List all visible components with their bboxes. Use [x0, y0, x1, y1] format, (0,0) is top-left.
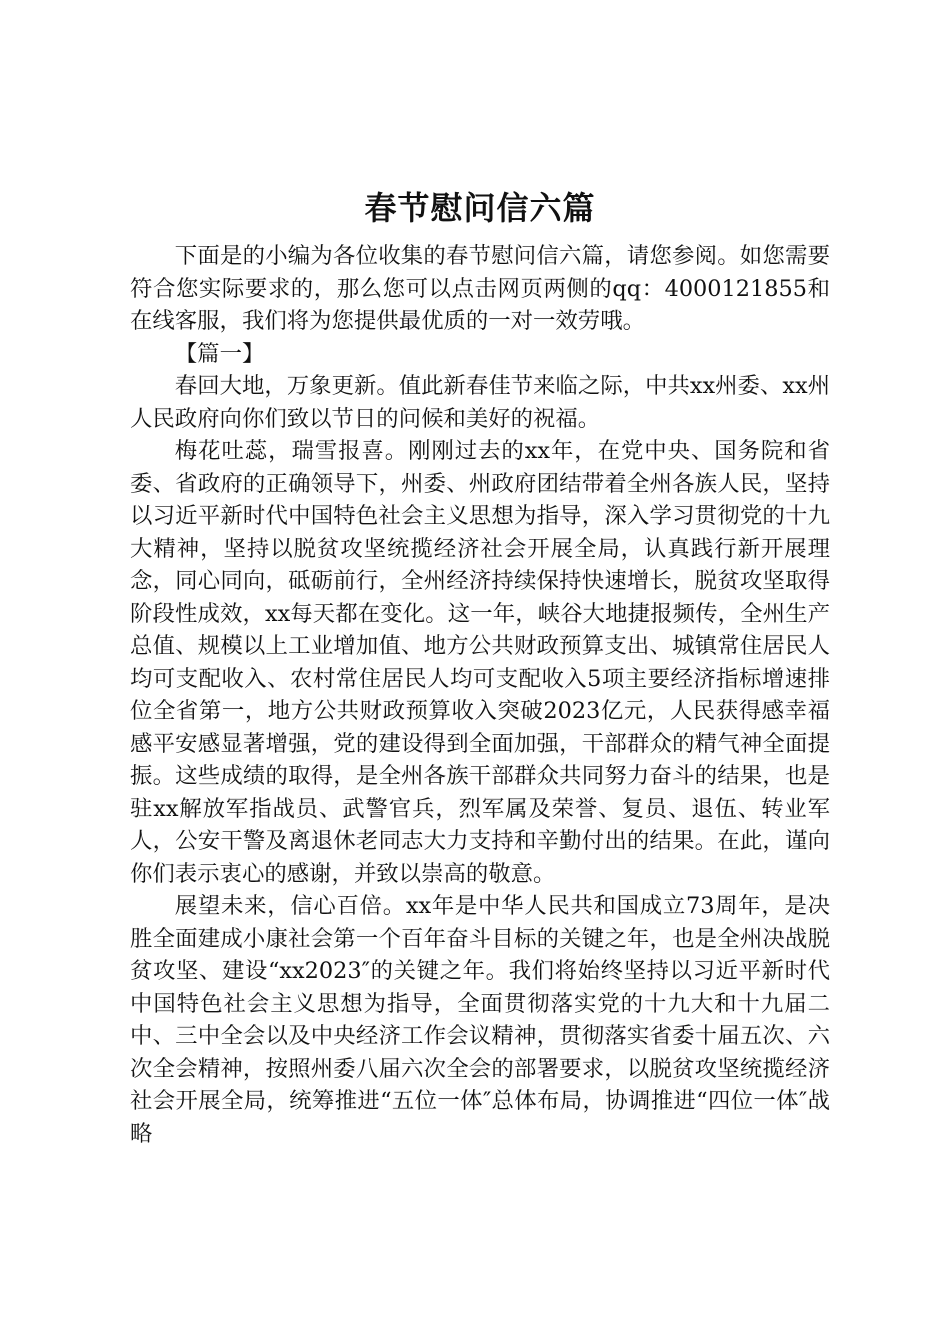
body-paragraph: 展望未来，信心百倍。xx年是中华人民共和国成立73周年，是决胜全面建成小康社会第一个百年奋斗目标的关键之年，也是全州决战脱贫攻坚、建设“xx2023″的关键之年。我们将始终坚持以习近平新时代中国特色社会主义思想为指导，全面贯彻落实党的十九大和十九届二中、三中全会以及中央经济工作会议精神，贯彻落实省委十届五次、六次全会精神，按照州委八届六次全会的部署要求，以脱贫攻坚统揽经济社会开展全局，统筹推进“五位一体″总体布局，协调推进“四位一体″战略: [130, 893, 830, 1147]
body-paragraph: 梅花吐蕊，瑞雪报喜。刚刚过去的xx年，在党中央、国务院和省委、省政府的正确领导下，州委、州政府团结带着全州各族人民，坚持以习近平新时代中国特色社会主义思想为指导，深入学习贯彻党的十九大精神，坚持以脱贫攻坚统揽经济社会开展全局，认真践行新开展理念，同心同向，砥砺前行，全州经济持续保持快速增长，脱贫攻坚取得阶段性成效，xx每天都在变化。这一年，峡谷大地捷报频传，全州生产总值、规模以上工业增加值、地方公共财政预算支出、城镇常住居民人均可支配收入、农村常住居民人均可支配收入5项主要经济指标增速排位全省第一，地方公共财政预算收入突破2023亿元，人民获得感幸福感平安感显著增强，党的建设得到全面加强，干部群众的精气神全面提振。这些成绩的取得，是全州各族干部群众共同努力奋斗的结果，也是驻xx解放军指战员、武警官兵，烈军属及荣誉、复员、退伍、转业军人，公安干警及离退休老同志大力支持和辛勤付出的结果。在此，谨向你们表示衷心的感谢，并致以崇高的敬意。: [130, 438, 830, 887]
body-paragraph: 春回大地，万象更新。值此新春佳节来临之际，中共xx州委、xx州人民政府向你们致以节日的问候和美好的祝福。: [130, 373, 830, 432]
intro-paragraph: 下面是的小编为各位收集的春节慰问信六篇，请您参阅。如您需要符合您实际要求的，那么您可以点击网页两侧的qq：4000121855和在线客服，我们将为您提供最优质的一对一效劳哦。: [130, 243, 830, 334]
section-label: 【篇一】: [174, 340, 265, 367]
document-title: 春节慰问信六篇: [364, 189, 596, 227]
document-page: [130, 176, 830, 1150]
